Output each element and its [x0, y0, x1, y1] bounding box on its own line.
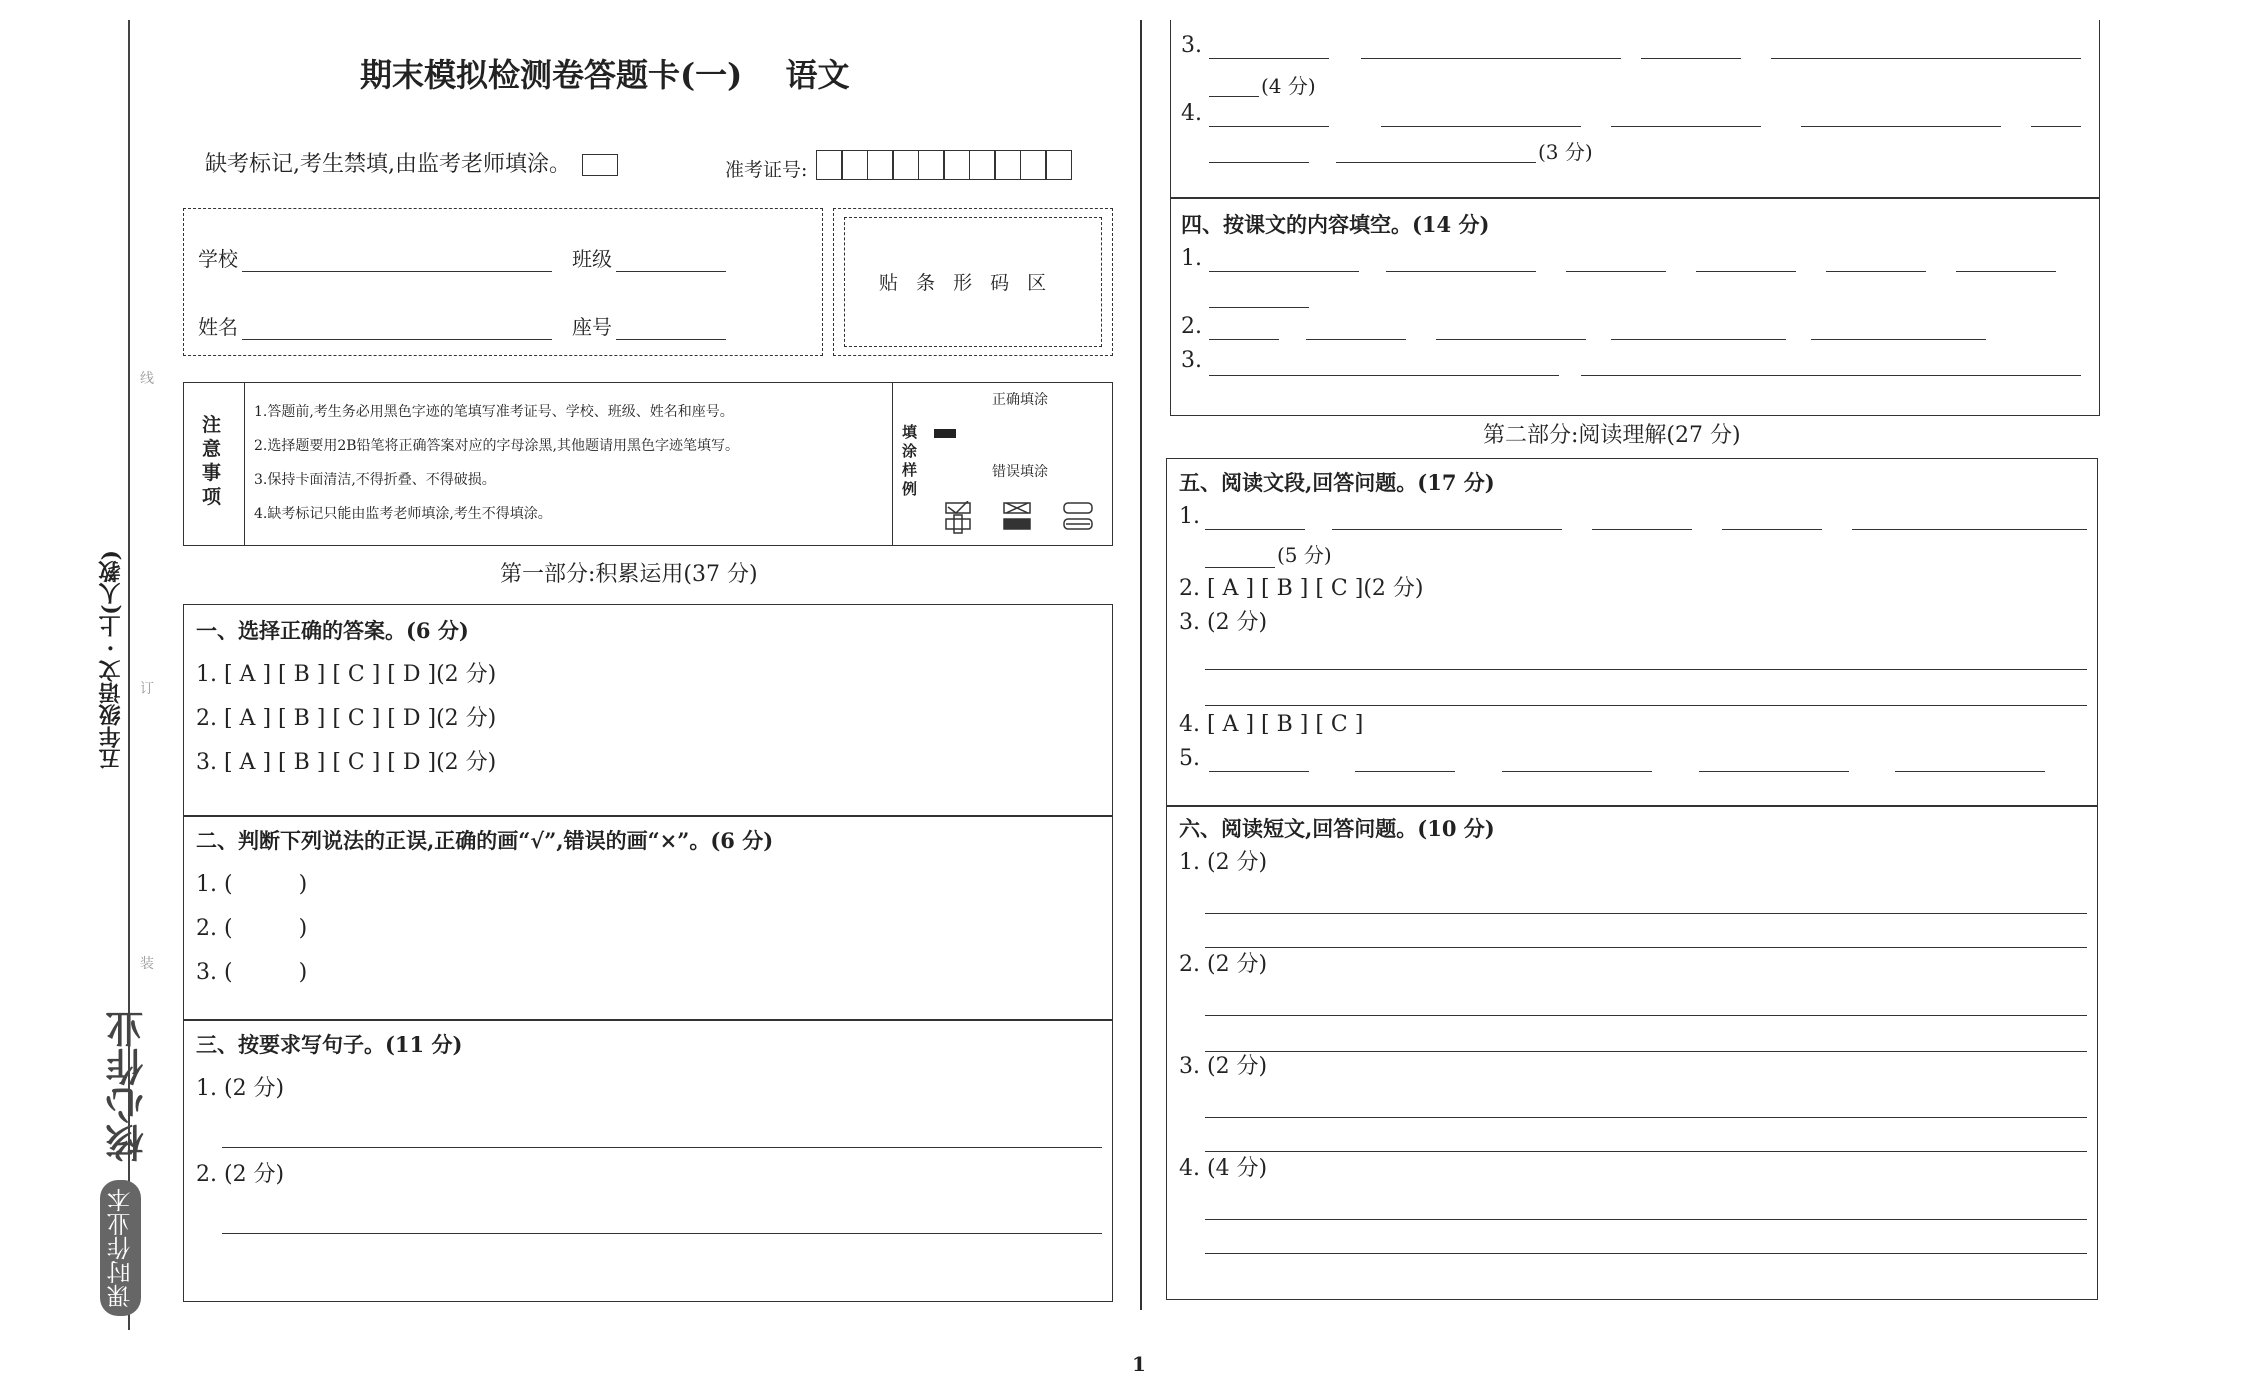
absent-note	[205, 152, 618, 178]
correct-fill-label: 正确填涂	[992, 392, 1048, 408]
subject-label: 语文	[785, 56, 850, 94]
student-info-box	[183, 208, 823, 356]
spine	[40, 20, 190, 1340]
part2-box	[1166, 458, 2098, 1300]
cut-mark-ding: 订	[140, 681, 154, 697]
cut-mark-xian: 线	[140, 371, 154, 387]
s3-q2-line[interactable]	[222, 1233, 1102, 1234]
absent-note-text: 缺考标记,考生禁填,由监考老师填涂。	[205, 152, 571, 177]
cut-mark-zhuang: 装	[140, 956, 154, 972]
s4-q1: 1.	[1181, 246, 1202, 271]
sheet-title: 期末模拟检测卷答题卡(一)	[360, 56, 743, 94]
wrong-sample-check	[946, 501, 970, 533]
page-number: 1	[1132, 1352, 1146, 1376]
school-field[interactable]	[242, 271, 552, 272]
brand-badge: 课时作业本	[100, 1180, 141, 1316]
notice-item-4: 4.缺考标记只能由监考老师填涂,考生不得填涂。	[254, 506, 552, 522]
page-title	[360, 55, 849, 95]
name-label: 姓名	[198, 315, 238, 339]
barcode-label: 贴 条 形 码 区	[879, 272, 1053, 294]
section4-box	[1170, 198, 2100, 416]
exam-id-cells[interactable]	[817, 150, 1072, 190]
s5-q1: 1.	[1179, 504, 1200, 529]
notice-title: 注意事项	[202, 414, 222, 508]
section1-title: 一、选择正确的答案。(6 分)	[196, 618, 469, 643]
s4-q2: 2.	[1181, 314, 1202, 339]
sample-label: 填涂样例	[902, 423, 918, 498]
s6-q3: 3. (2 分)	[1179, 1054, 1268, 1079]
absent-mark-box[interactable]	[582, 154, 618, 176]
rt-q3-score: (4 分)	[1261, 74, 1316, 98]
correct-fill-sample	[934, 429, 956, 438]
rt-q4-score: (3 分)	[1538, 140, 1593, 164]
section2-title: 二、判断下列说法的正误,正确的画“√”,错误的画“×”。(6 分)	[196, 828, 774, 853]
section5-title: 五、阅读文段,回答问题。(17 分)	[1179, 470, 1495, 495]
s3-q1-line[interactable]	[222, 1147, 1102, 1148]
exam-id	[725, 150, 1072, 190]
rt-q3-label: 3.	[1181, 33, 1202, 58]
section3-title: 三、按要求写句子。(11 分)	[196, 1032, 463, 1057]
wrong-sample-cross	[1004, 503, 1030, 529]
wrong-sample-outline	[1064, 503, 1092, 529]
name-field[interactable]	[242, 339, 552, 340]
s6-q1: 1. (2 分)	[1179, 850, 1268, 875]
wrong-fill-label: 错误填涂	[992, 464, 1048, 480]
s6-q2: 2. (2 分)	[1179, 952, 1268, 977]
notice-box	[183, 382, 1113, 546]
part2-title: 第二部分:阅读理解(27 分)	[1483, 423, 1741, 448]
class-field[interactable]	[616, 271, 726, 272]
center-divider	[1140, 20, 1142, 1310]
rt-q4-label: 4.	[1181, 101, 1202, 126]
exam-id-label: 准考证号:	[725, 159, 808, 181]
notice-item-3: 3.保持卡面清洁,不得折叠、不得破损。	[254, 472, 496, 488]
s1-q1[interactable]: 1. [ A ] [ B ] [ C ] [ D ](2 分)	[196, 662, 497, 687]
seat-field[interactable]	[616, 339, 726, 340]
grade-subject-label: 五年级语文 · 上(人教)	[98, 550, 124, 770]
section6-title: 六、阅读短文,回答问题。(10 分)	[1179, 816, 1495, 841]
s2-q2[interactable]: 2. ( )	[196, 916, 308, 941]
part1-box	[183, 604, 1113, 1302]
s5-q4[interactable]: 4. [ A ] [ B ] [ C ]	[1179, 712, 1364, 737]
wrong-fill-samples	[944, 501, 1104, 537]
s5-q1-score: (5 分)	[1277, 543, 1332, 567]
barcode-area	[833, 208, 1113, 356]
s3-q2: 2. (2 分)	[196, 1162, 285, 1187]
notice-item-1: 1.答题前,考生务必用黑色字迹的笔填写准考证号、学校、班级、姓名和座号。	[254, 404, 734, 420]
right-top-box	[1170, 20, 2100, 198]
s5-q3: 3. (2 分)	[1179, 610, 1268, 635]
s4-q3: 3.	[1181, 348, 1202, 373]
part1-title: 第一部分:积累运用(37 分)	[500, 562, 758, 587]
s5-q5: 5.	[1179, 746, 1200, 771]
brand-title: 核心作业	[106, 1010, 150, 1162]
s1-q3[interactable]: 3. [ A ] [ B ] [ C ] [ D ](2 分)	[196, 750, 497, 775]
s3-q1: 1. (2 分)	[196, 1076, 285, 1101]
school-label: 学校	[198, 247, 238, 271]
seat-label: 座号	[572, 315, 612, 339]
class-label: 班级	[572, 247, 612, 271]
notice-item-2: 2.选择题要用2B铅笔将正确答案对应的字母涂黑,其他题请用黑色字迹笔填写。	[254, 438, 740, 454]
s2-q3[interactable]: 3. ( )	[196, 960, 308, 985]
section4-title: 四、按课文的内容填空。(14 分)	[1181, 212, 1490, 237]
s2-q1[interactable]: 1. ( )	[196, 872, 308, 897]
s1-q2[interactable]: 2. [ A ] [ B ] [ C ] [ D ](2 分)	[196, 706, 497, 731]
s5-q2[interactable]: 2. [ A ] [ B ] [ C ](2 分)	[1179, 576, 1424, 601]
s6-q4: 4. (4 分)	[1179, 1156, 1268, 1181]
